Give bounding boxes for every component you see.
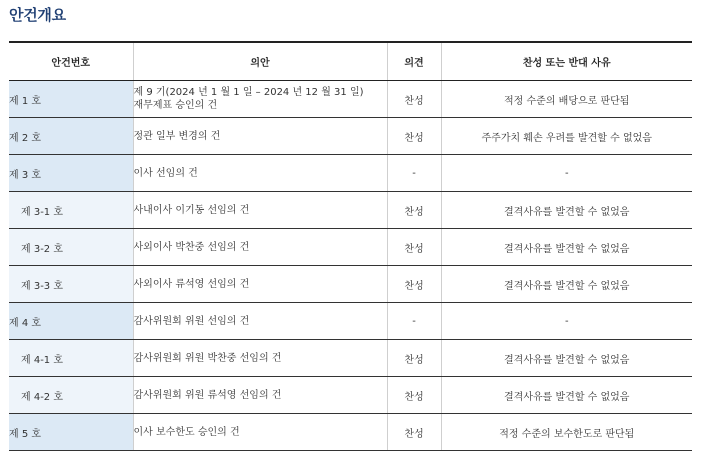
agenda-title-line: 재무제표 승인의 건 bbox=[133, 100, 218, 111]
agenda-title-line: 감사위원회 위원 박찬중 선임의 건 bbox=[133, 352, 282, 364]
header-agenda-title: 의안 bbox=[133, 42, 387, 81]
agenda-number-cell: 제 3-2 호 bbox=[9, 229, 133, 266]
agenda-title-line: 제 9 기(2024 년 1 월 1 일 – 2024 년 12 월 31 일) bbox=[133, 87, 364, 98]
agenda-number-cell: 제 4-2 호 bbox=[9, 377, 133, 414]
table-row bbox=[9, 377, 692, 414]
reason-cell: 결격사유를 발견할 수 없었음 bbox=[441, 377, 692, 414]
agenda-title-cell bbox=[133, 414, 387, 451]
reason-cell: 결격사유를 발견할 수 없었음 bbox=[441, 192, 692, 229]
header-agenda-number: 안건번호 bbox=[9, 42, 133, 81]
agenda-title-cell bbox=[133, 118, 387, 155]
agenda-title-cell bbox=[133, 155, 387, 192]
agenda-number-cell: 제 2 호 bbox=[9, 118, 133, 155]
table-header bbox=[9, 42, 692, 81]
agenda-title-cell bbox=[133, 377, 387, 414]
header-opinion: 의견 bbox=[387, 42, 441, 81]
opinion-cell: - bbox=[387, 303, 441, 340]
opinion-cell: - bbox=[387, 155, 441, 192]
agenda-title-line: 사내이사 이기동 선임의 건 bbox=[133, 204, 250, 216]
table-body bbox=[9, 81, 692, 451]
page-title: 안건개요 bbox=[9, 6, 66, 24]
table-row bbox=[9, 155, 692, 192]
agenda-title-cell bbox=[133, 229, 387, 266]
agenda-title-line: 감사위원회 위원 선임의 건 bbox=[133, 315, 250, 327]
agenda-table bbox=[9, 41, 692, 451]
reason-cell: 적정 수준의 보수한도로 판단됨 bbox=[441, 414, 692, 451]
opinion-cell: 찬성 bbox=[387, 377, 441, 414]
agenda-title-line: 사외이사 박찬중 선임의 건 bbox=[133, 241, 250, 253]
table-row bbox=[9, 303, 692, 340]
opinion-cell: 찬성 bbox=[387, 229, 441, 266]
reason-cell: 결격사유를 발견할 수 없었음 bbox=[441, 229, 692, 266]
table-row bbox=[9, 81, 692, 118]
agenda-title-cell bbox=[133, 266, 387, 303]
table-row bbox=[9, 340, 692, 377]
table-row bbox=[9, 414, 692, 451]
opinion-cell: 찬성 bbox=[387, 266, 441, 303]
reason-cell: - bbox=[441, 303, 692, 340]
reason-cell: - bbox=[441, 155, 692, 192]
agenda-title-line: 감사위원회 위원 류석영 선임의 건 bbox=[133, 389, 282, 401]
agenda-title-cell bbox=[133, 340, 387, 377]
table-row bbox=[9, 192, 692, 229]
header-row bbox=[9, 42, 692, 81]
opinion-cell: 찬성 bbox=[387, 118, 441, 155]
agenda-number-cell: 제 5 호 bbox=[9, 414, 133, 451]
agenda-title-cell bbox=[133, 192, 387, 229]
opinion-cell: 찬성 bbox=[387, 81, 441, 118]
agenda-number-cell: 제 4 호 bbox=[9, 303, 133, 340]
reason-cell: 주주가치 훼손 우려를 발견할 수 없었음 bbox=[441, 118, 692, 155]
agenda-number-cell: 제 1 호 bbox=[9, 81, 133, 118]
agenda-title-cell bbox=[133, 81, 387, 118]
reason-cell: 결격사유를 발견할 수 없었음 bbox=[441, 340, 692, 377]
reason-cell: 결격사유를 발견할 수 없었음 bbox=[441, 266, 692, 303]
header-reason: 찬성 또는 반대 사유 bbox=[441, 42, 692, 81]
agenda-title-cell bbox=[133, 303, 387, 340]
agenda-title-line: 이사 보수한도 승인의 건 bbox=[133, 426, 240, 438]
table-row bbox=[9, 266, 692, 303]
agenda-number-cell: 제 3-3 호 bbox=[9, 266, 133, 303]
agenda-number-cell: 제 3 호 bbox=[9, 155, 133, 192]
agenda-title-line: 정관 일부 변경의 건 bbox=[133, 130, 221, 142]
opinion-cell: 찬성 bbox=[387, 340, 441, 377]
agenda-title-line: 사외이사 류석영 선임의 건 bbox=[133, 278, 250, 290]
table-row bbox=[9, 229, 692, 266]
reason-cell: 적정 수준의 배당으로 판단됨 bbox=[441, 81, 692, 118]
table-row bbox=[9, 118, 692, 155]
opinion-cell: 찬성 bbox=[387, 414, 441, 451]
opinion-cell: 찬성 bbox=[387, 192, 441, 229]
agenda-title-line: 이사 선임의 건 bbox=[133, 167, 198, 179]
agenda-number-cell: 제 4-1 호 bbox=[9, 340, 133, 377]
agenda-number-cell: 제 3-1 호 bbox=[9, 192, 133, 229]
